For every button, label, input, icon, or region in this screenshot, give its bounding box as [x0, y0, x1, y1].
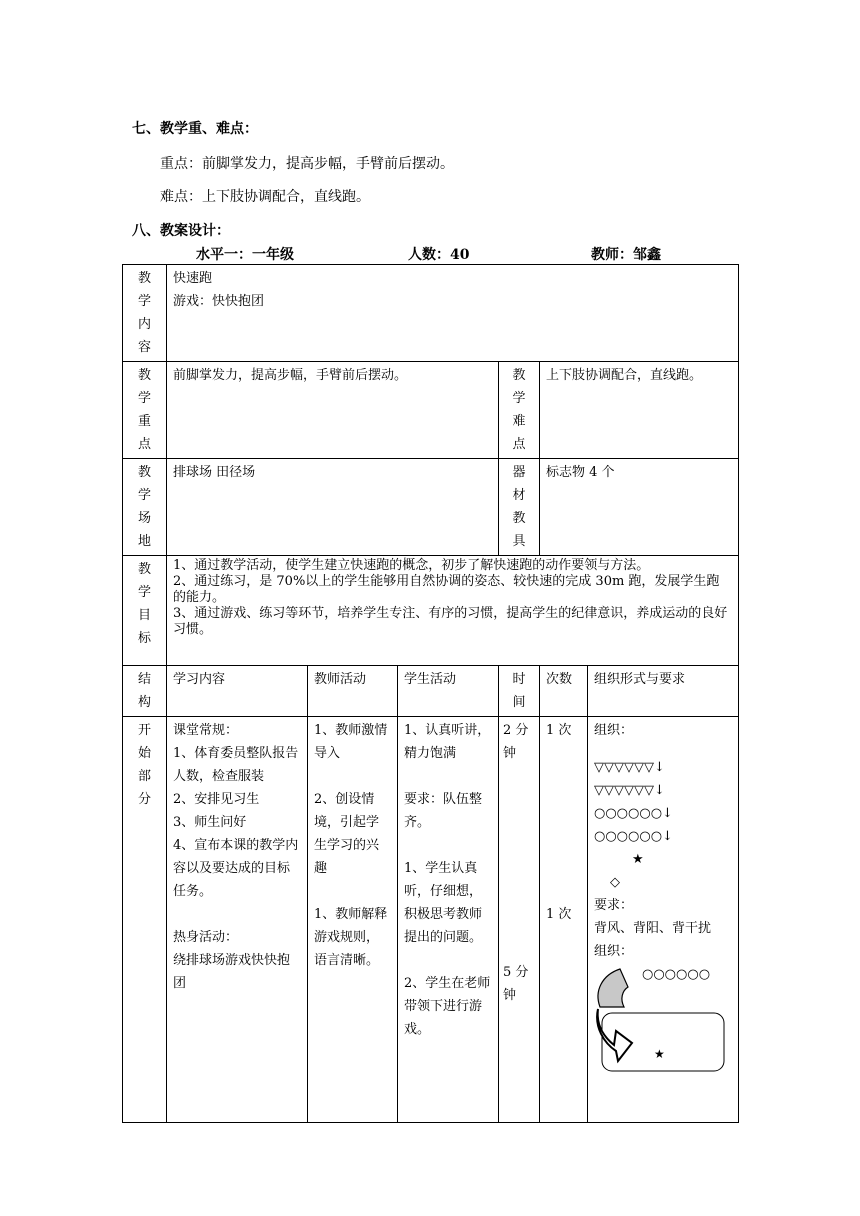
- formation-row-4: ○○○○○○↓: [594, 829, 673, 844]
- goal-line-3: 3、通过游戏、练习等环节，培养学生专注、有序的习惯，提高学生的纪律意识，养成运动的良好习惯。: [173, 606, 728, 637]
- start-teacher: 1、教师激情导入 2、创设情境，引起学生学习的兴趣 1、教师解释游戏规则，语言清晰。: [308, 717, 398, 1123]
- lesson-plan-table: [122, 264, 739, 1123]
- col-time: 时 间: [499, 666, 540, 717]
- key-point-text: 重点：前脚掌发力，提高步幅，手臂前后摆动。: [160, 156, 454, 172]
- difficult-point-text: 难点：上下肢协调配合，直线跑。: [160, 189, 370, 205]
- row-content: [123, 265, 739, 362]
- label-content: 教 学 内 容: [123, 265, 167, 362]
- start-reps: 1 次 1 次: [540, 717, 588, 1123]
- level-label: 水平一：一年级: [196, 247, 294, 263]
- key-text: 前脚掌发力，提高步幅，手臂前后摆动。: [167, 362, 499, 459]
- teacher-star-icon: ★: [632, 852, 644, 867]
- section-7-title: 七、教学重、难点：: [132, 121, 258, 137]
- start-org: 组织： ▽▽▽▽▽▽↓ ▽▽▽▽▽▽↓ ○○○○○○↓ ○○○○○○↓ ★ ◇ 要求： 背风、背阳、背干扰 组织： ○○○○○○ ★: [588, 717, 739, 1123]
- row-start-section: [123, 717, 739, 1123]
- formation-row-3: ○○○○○○↓: [594, 806, 673, 821]
- col-student: 学生活动: [398, 666, 499, 717]
- label-goals: 教 学 目 标: [123, 556, 167, 666]
- content-line-2: 游戏：快快抱团: [173, 294, 265, 309]
- col-teacher: 教师活动: [308, 666, 398, 717]
- label-equipment: 器 材 教 具: [499, 459, 540, 556]
- venue-text: 排球场 田径场: [167, 459, 499, 556]
- difficulty-text: 上下肢协调配合，直线跑。: [540, 362, 739, 459]
- formation-row-2: ▽▽▽▽▽▽↓: [594, 783, 665, 798]
- diamond-icon: ◇: [610, 875, 620, 890]
- row-goals: [123, 556, 739, 666]
- col-org: 组织形式与要求: [588, 666, 739, 717]
- content-cell: [167, 265, 739, 362]
- row-column-headers: [123, 666, 739, 717]
- teacher-name: 教师：邹鑫: [591, 247, 661, 263]
- goal-line-1: 1、通过教学活动，使学生建立快速跑的概念，初步了解快速跑的动作要领与方法。: [173, 558, 650, 573]
- row-key-difficulty: [123, 362, 739, 459]
- col-learning: 学习内容: [167, 666, 308, 717]
- goals-cell: [167, 556, 739, 666]
- student-count: 人数：40: [408, 247, 470, 263]
- equipment-text: 标志物 4 个: [540, 459, 739, 556]
- start-learning: 课堂常规： 1、体育委员整队报告人数，检查服装 2、安排见习生 3、师生问好 4、宣布本课的教学内容以及要达成的目标任务。 热身活动： 绕排球场游戏快快抱团: [167, 717, 308, 1123]
- label-start: 开 始 部 分: [123, 717, 167, 1123]
- col-reps: 次数: [540, 666, 588, 717]
- start-student: 1、认真听讲，精力饱满 要求：队伍整齐。 1、学生认真听，仔细想，积极思考教师提出的问题。 2、学生在老师带领下进行游戏。: [398, 717, 499, 1123]
- curved-arrow-shade-icon: [598, 969, 628, 1007]
- content-line-1: 快速跑: [173, 271, 213, 286]
- formation-row-1: ▽▽▽▽▽▽↓: [594, 760, 665, 775]
- goal-line-2: 2、通过练习，是 70%以上的学生能够用自然协调的姿态、较快速的完成 30m 跑，发展学生跑的能力。: [173, 574, 720, 605]
- teacher-star-icon-2: ★: [654, 1047, 665, 1061]
- row-venue-equipment: [123, 459, 739, 556]
- start-time: 2 分钟 5 分钟: [499, 717, 540, 1123]
- col-structure: 结 构: [123, 666, 167, 717]
- label-venue: 教 学 场 地: [123, 459, 167, 556]
- label-key: 教 学 重 点: [123, 362, 167, 459]
- section-8-title: 八、教案设计：: [132, 223, 230, 239]
- label-difficulty: 教 学 难 点: [499, 362, 540, 459]
- circle-row: ○○○○○○: [642, 967, 711, 982]
